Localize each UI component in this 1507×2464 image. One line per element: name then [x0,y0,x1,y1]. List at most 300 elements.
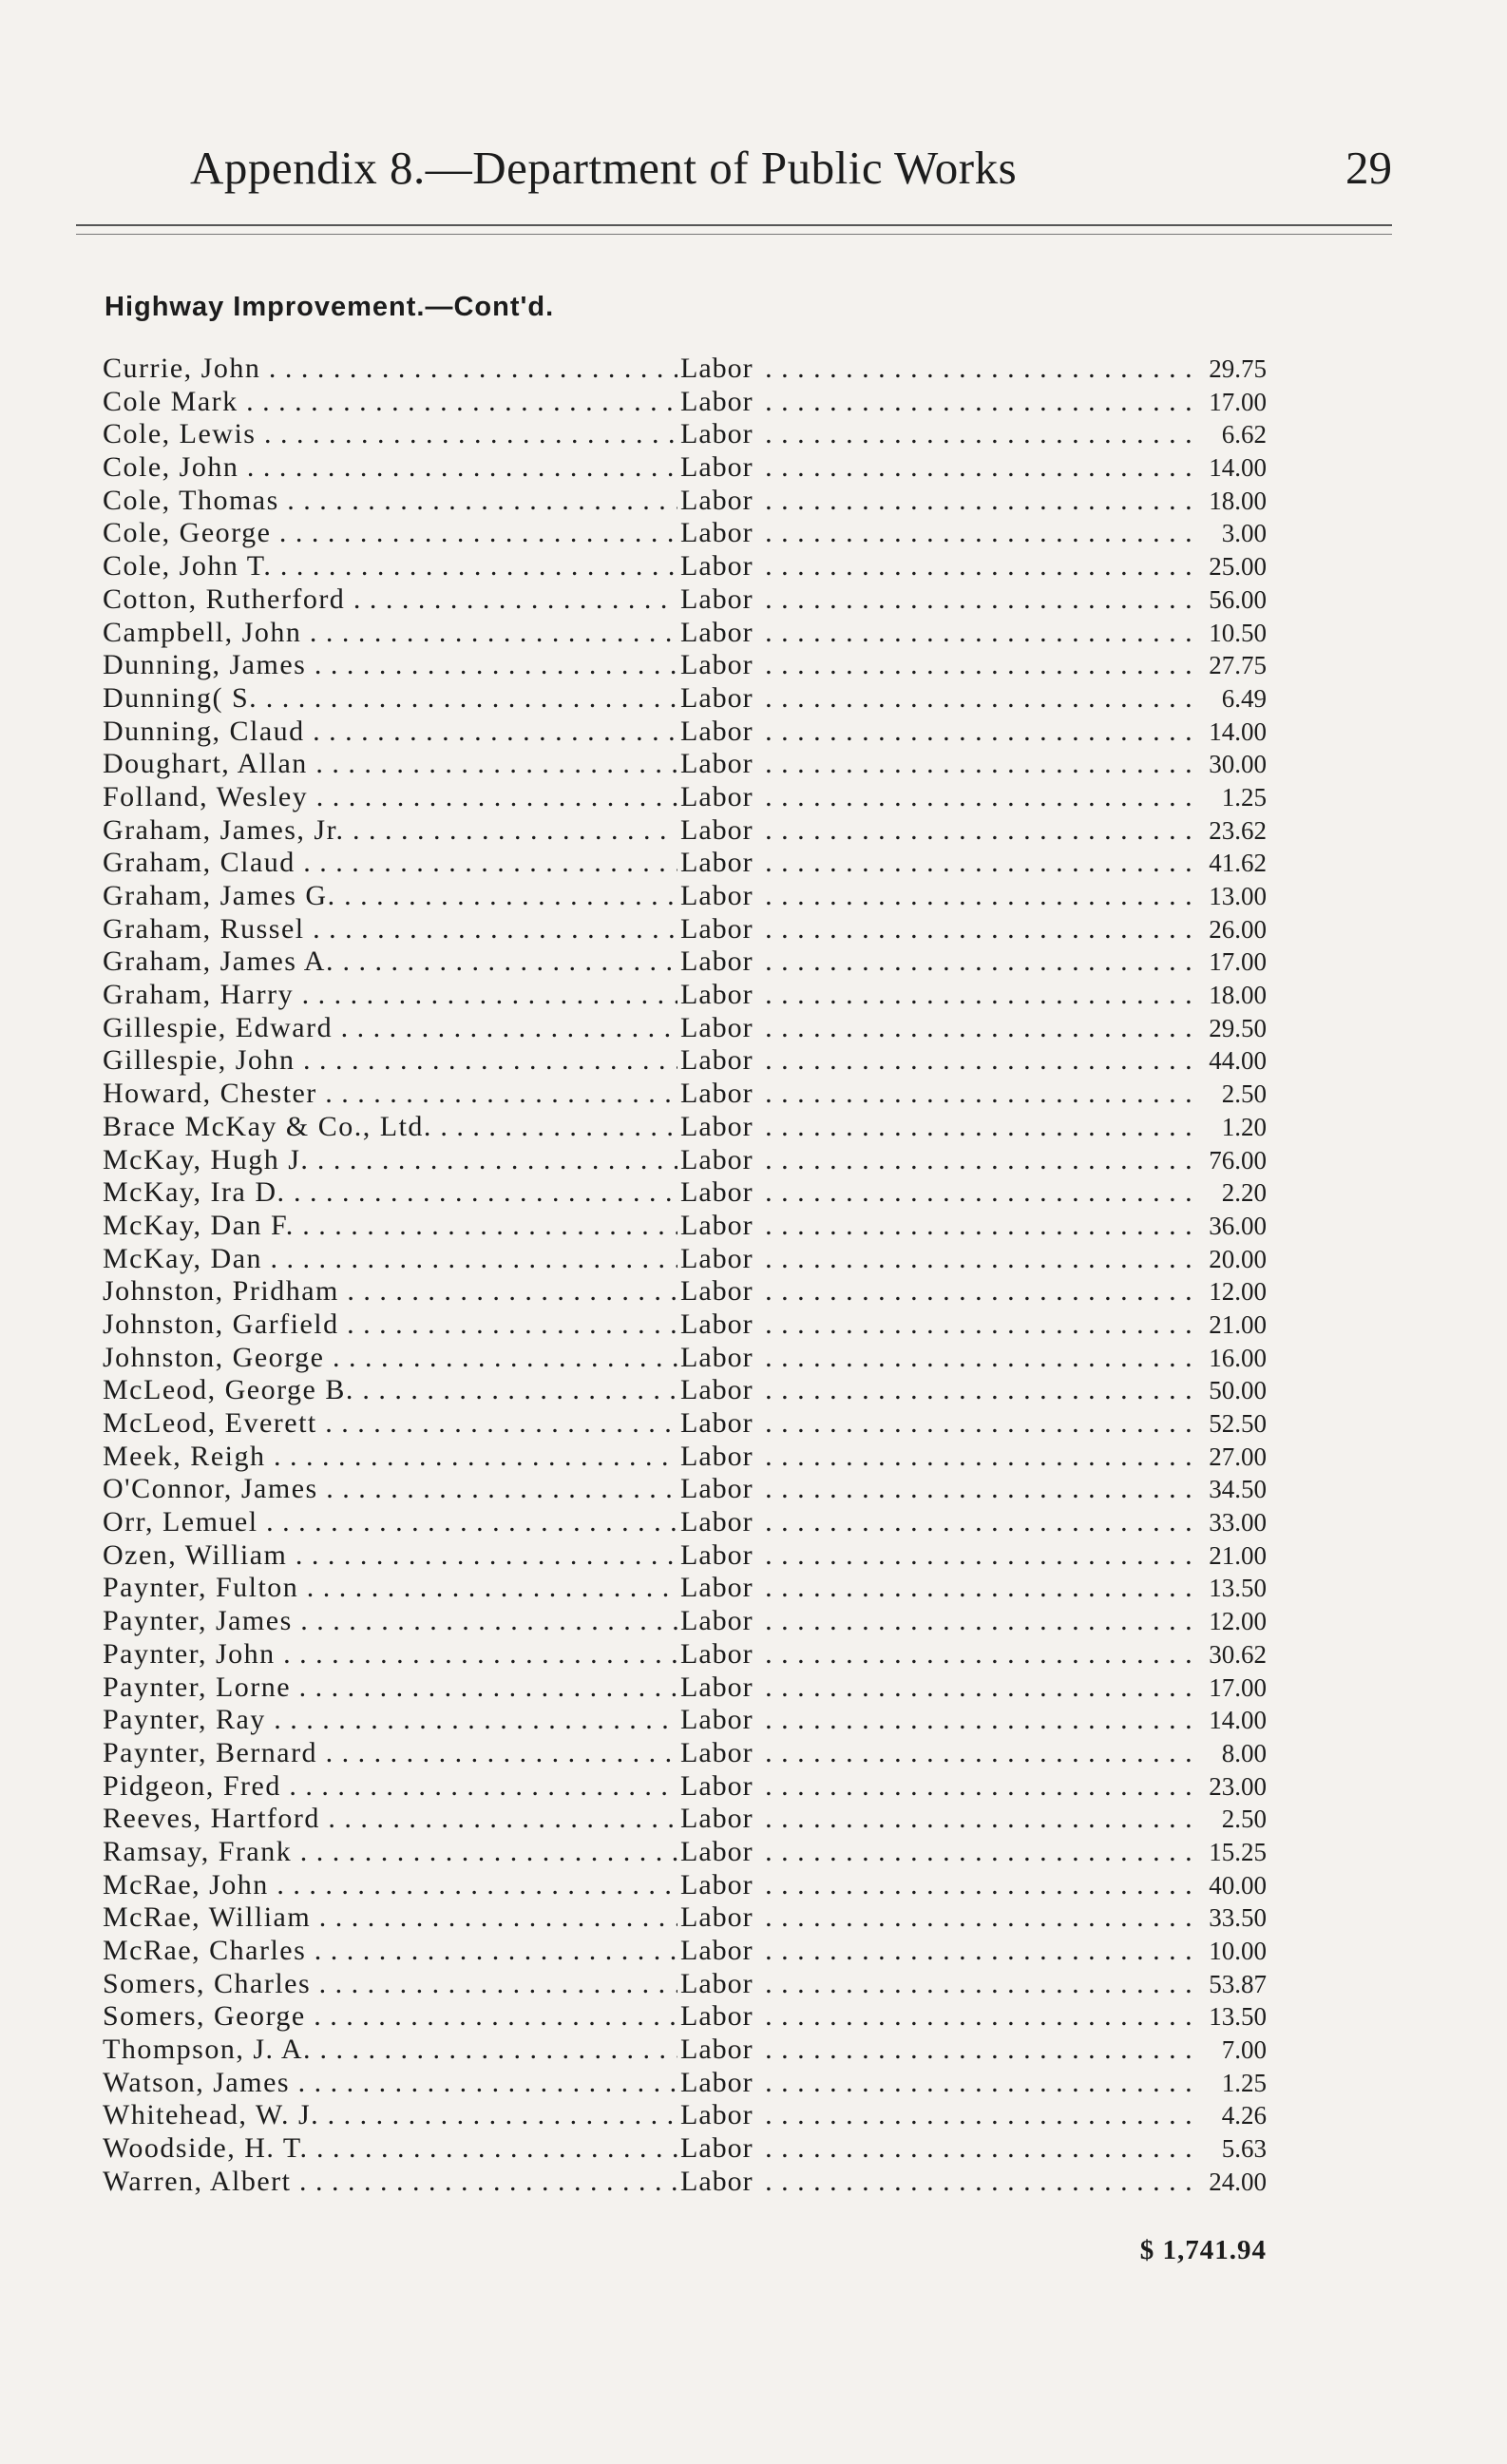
payee-name-text: Cole, George [103,517,272,549]
payee-name [103,1243,677,1276]
ledger-row [103,1737,1267,1770]
payee-name [103,748,677,781]
payee-name-text: Paynter, Lorne [103,1671,292,1703]
work-type [680,485,1198,518]
ledger-row [103,945,1267,979]
payee-name-text: Orr, Lemuel [103,1506,258,1538]
payee-name-text: Reeves, Hartford [103,1803,320,1835]
work-type [680,1968,1198,2001]
work-type [680,1012,1198,1045]
payee-name-text: Paynter, John [103,1637,276,1670]
work-type [680,1473,1198,1506]
payee-name [103,781,677,814]
payee-name-text: Woodside, H. T. [103,2132,309,2165]
payee-name [103,485,677,518]
payee-name-text: Dunning( S. [103,681,258,714]
amount: 18.00 [1209,981,1267,1010]
payee-name [103,2067,677,2100]
payee-name-text: Campbell, John [103,616,302,648]
amount: 17.00 [1209,1672,1267,1702]
amount: 12.00 [1209,1607,1267,1636]
payee-name [103,1539,677,1573]
amount: 5.63 [1221,2134,1267,2164]
amount: 1.20 [1221,1112,1267,1141]
payee-name [103,880,677,913]
payee-name-text: McKay, Dan [103,1242,263,1274]
payee-name [103,1968,677,2001]
work-type [680,550,1198,583]
amount: 29.75 [1209,354,1267,383]
payee-name-text: Meek, Reigh [103,1440,266,1472]
work-type [680,716,1198,749]
amount: 52.50 [1209,1409,1267,1438]
ledger-row [103,1275,1267,1308]
payee-name-text: Paynter, James [103,1605,293,1637]
ledger-row [103,1044,1267,1078]
payee-name-text: Cole, Lewis [103,418,257,450]
ledger-row [103,1968,1267,2001]
amount: 14.00 [1209,716,1267,746]
work-type [680,353,1198,386]
payee-name-text: Johnston, Pridham [103,1275,339,1308]
work-type-text: Labor [680,550,754,583]
work-type-text: Labor [680,813,754,846]
work-type-text: Labor [680,1868,754,1901]
payee-name [103,847,677,880]
payee-name [103,1407,677,1441]
amount: 12.00 [1209,1277,1267,1307]
amount: 2.50 [1221,1079,1267,1109]
ledger-row [103,1144,1267,1177]
payee-name-text: Ozen, William [103,1538,288,1571]
work-type [680,1803,1198,1836]
ledger-row [103,1638,1267,1671]
payee-name-text: McRae, William [103,1901,312,1934]
work-type [680,517,1198,550]
header-rule-thin [76,234,1392,235]
work-type-text: Labor [680,616,754,648]
payee-name-text: McKay, Dan F. [103,1209,295,1241]
page-header [190,141,1392,207]
payee-name-text: McRae, Charles [103,1935,307,1966]
payee-name-text: McKay, Ira D. [103,1176,286,1209]
work-type [680,2132,1198,2166]
payee-name [103,517,677,550]
work-type [680,1671,1198,1705]
ledger-row [103,1704,1267,1737]
payee-name-text: O'Connor, James [103,1473,318,1505]
amount: 1.25 [1221,2068,1267,2097]
payee-name [103,617,677,650]
work-type-text: Labor [680,2165,754,2197]
page-number: 29 [1345,142,1392,194]
payee-name-text: Johnston, George [103,1341,325,1373]
ledger-row [103,880,1267,913]
work-type-text: Labor [680,912,754,945]
amount: 7.00 [1221,2035,1267,2065]
payee-name [103,2132,677,2166]
work-type [680,2166,1198,2199]
payee-name [103,979,677,1012]
work-type [680,1506,1198,1539]
payee-name [103,1176,677,1210]
payee-name-text: Graham, James, Jr. [103,813,345,846]
work-type [680,583,1198,617]
payee-name-text: Howard, Chester [103,1078,317,1110]
ledger-row [103,1473,1267,1506]
work-type [680,1704,1198,1737]
work-type [680,1539,1198,1573]
work-type [680,1210,1198,1243]
payee-name [103,2034,677,2067]
payee-name-text: Somers, George [103,2000,306,2033]
payee-name-text: Graham, James A. [103,945,334,978]
work-type-text: Labor [680,1176,754,1209]
payee-name-text: Gillespie, John [103,1044,296,1077]
payee-name-text: Currie, John [103,353,261,384]
payee-name-text: McRae, John [103,1868,269,1901]
payee-name [103,1144,677,1177]
payee-name [103,1078,677,1111]
work-type-text: Labor [680,1901,754,1934]
ledger-row [103,847,1267,880]
payee-name [103,682,677,716]
payee-name-text: McLeod, Everett [103,1407,317,1439]
work-type-text: Labor [680,780,754,812]
payee-name [103,1012,677,1045]
payee-name [103,1308,677,1342]
amount: 23.00 [1209,1771,1267,1801]
work-type-text: Labor [680,1637,754,1670]
work-type-text: Labor [680,1704,754,1736]
work-type-text: Labor [680,583,754,615]
amount: 40.00 [1209,1870,1267,1900]
ledger-row [103,716,1267,749]
ledger-row [103,451,1267,485]
payee-name [103,1605,677,1638]
ledger-row [103,1308,1267,1342]
payee-name [103,2000,677,2034]
work-type-text: Labor [680,2132,754,2165]
work-type-text: Labor [680,1275,754,1308]
work-type [680,1605,1198,1638]
payee-name [103,583,677,617]
ledger-row [103,1539,1267,1573]
work-type-text: Labor [680,1341,754,1373]
amount: 41.62 [1209,849,1267,878]
work-type-text: Labor [680,1769,754,1802]
payee-name [103,913,677,946]
work-type-text: Labor [680,1736,754,1768]
amount: 17.00 [1209,947,1267,977]
ledger-row [103,485,1267,518]
work-type [680,1935,1198,1968]
ledger-row [103,748,1267,781]
work-type-text: Labor [680,353,754,384]
work-type-text: Labor [680,1803,754,1835]
amount: 13.50 [1209,2002,1267,2032]
work-type-text: Labor [680,979,754,1011]
work-type [680,880,1198,913]
section-heading: Highway Improvement.—Cont'd. [105,292,555,322]
ledger-row [103,1901,1267,1935]
work-type-text: Labor [680,1143,754,1175]
ledger-list [103,353,1267,2199]
work-type [680,1308,1198,1342]
work-type [680,418,1198,451]
payee-name-text: Cole Mark [103,385,238,417]
work-type-text: Labor [680,1209,754,1241]
ledger-row [103,2067,1267,2100]
work-type [680,1441,1198,1474]
work-type-text: Labor [680,418,754,450]
ledger-row [103,583,1267,617]
payee-name [103,1572,677,1605]
ledger-row [103,1012,1267,1045]
ledger-row [103,353,1267,386]
amount: 33.00 [1209,1508,1267,1538]
header-rule [76,224,1392,226]
work-type-text: Labor [680,1572,754,1604]
work-type-text: Labor [680,1506,754,1538]
payee-name-text: McKay, Hugh J. [103,1143,310,1175]
payee-name-text: Paynter, Fulton [103,1572,299,1604]
work-type-text: Labor [680,1440,754,1472]
payee-name-text: Cole, John T. [103,550,273,583]
amount: 33.50 [1209,1903,1267,1933]
ledger-row [103,2166,1267,2199]
amount: 53.87 [1209,1969,1267,1998]
payee-name [103,945,677,979]
payee-name [103,1935,677,1968]
payee-name-text: Whitehead, W. J. [103,2099,320,2131]
payee-name-text: Cole, John [103,451,239,484]
payee-name-text: Paynter, Bernard [103,1736,318,1768]
amount: 2.50 [1221,1805,1267,1834]
amount: 34.50 [1209,1475,1267,1504]
work-type-text: Labor [680,1242,754,1274]
amount: 56.00 [1209,584,1267,614]
ledger-row [103,2132,1267,2166]
payee-name-text: McLeod, George B. [103,1374,354,1406]
ledger-row [103,1441,1267,1474]
work-type-text: Labor [680,484,754,516]
work-type-text: Labor [680,1308,754,1340]
work-type [680,1407,1198,1441]
payee-name-text: Graham, Claud [103,847,296,879]
payee-name-text: Cotton, Rutherford [103,583,346,615]
payee-name-text: Thompson, J. A. [103,2034,313,2066]
ledger-row [103,550,1267,583]
amount: 15.25 [1209,1837,1267,1866]
work-type [680,1176,1198,1210]
payee-name-text: Graham, James G. [103,880,336,911]
work-type [680,913,1198,946]
payee-name [103,1803,677,1836]
payee-name-text: Johnston, Garfield [103,1308,339,1340]
payee-name [103,550,677,583]
payee-name [103,1441,677,1474]
payee-name-text: Dunning, James [103,649,307,681]
amount: 44.00 [1209,1046,1267,1076]
work-type-text: Labor [680,2066,754,2098]
payee-name-text: Pidgeon, Fred [103,1769,281,1802]
work-type-text: Labor [680,1374,754,1406]
work-type [680,2067,1198,2100]
payee-name [103,1901,677,1935]
work-type [680,2099,1198,2132]
work-type [680,1144,1198,1177]
amount: 25.00 [1209,552,1267,582]
amount: 23.62 [1209,815,1267,845]
work-type [680,748,1198,781]
work-type [680,649,1198,682]
ledger-row [103,418,1267,451]
work-type-text: Labor [680,1044,754,1077]
amount: 14.00 [1209,453,1267,483]
amount: 26.00 [1209,914,1267,944]
payee-name [103,1044,677,1078]
ledger-row [103,1671,1267,1705]
payee-name [103,649,677,682]
amount: 10.50 [1209,618,1267,647]
work-type-text: Labor [680,945,754,978]
payee-name-text: Gillespie, Edward [103,1011,334,1043]
work-type-text: Labor [680,1078,754,1110]
work-type [680,781,1198,814]
amount: 1.25 [1221,782,1267,812]
ledger-row [103,1243,1267,1276]
payee-name [103,1210,677,1243]
amount: 27.00 [1209,1442,1267,1471]
payee-name-text: Doughart, Allan [103,748,308,780]
amount: 30.62 [1209,1639,1267,1669]
amount: 21.00 [1209,1309,1267,1339]
ledger-row [103,1605,1267,1638]
work-type-text: Labor [680,1671,754,1703]
payee-name [103,353,677,386]
amount: 36.00 [1209,1211,1267,1240]
payee-name [103,1704,677,1737]
payee-name-text: Warren, Albert [103,2165,292,2197]
work-type-text: Labor [680,517,754,549]
payee-name [103,386,677,419]
amount: 16.00 [1209,1343,1267,1372]
work-type [680,1572,1198,1605]
payee-name [103,451,677,485]
payee-name [103,1111,677,1144]
payee-name [103,1506,677,1539]
work-type [680,682,1198,716]
work-type [680,2034,1198,2067]
payee-name-text: Graham, Russel [103,912,305,945]
work-type-text: Labor [680,385,754,417]
payee-name-text: Cole, Thomas [103,484,279,516]
amount: 30.00 [1209,750,1267,779]
work-type-text: Labor [680,451,754,484]
payee-name [103,418,677,451]
ledger-row [103,1210,1267,1243]
work-type [680,1770,1198,1804]
work-type [680,1044,1198,1078]
work-type [680,1869,1198,1902]
work-type [680,979,1198,1012]
work-type [680,847,1198,880]
ledger-row [103,1935,1267,1968]
work-type [680,1638,1198,1671]
ledger-row [103,1836,1267,1869]
ledger-row [103,913,1267,946]
ledger-row [103,1770,1267,1804]
work-type-text: Labor [680,847,754,879]
payee-name [103,1671,677,1705]
payee-name [103,1836,677,1869]
work-type-text: Labor [680,1473,754,1505]
ledger-row [103,1078,1267,1111]
work-type-text: Labor [680,1935,754,1966]
ledger-row [103,1407,1267,1441]
work-type [680,1374,1198,1407]
ledger-row [103,781,1267,814]
amount: 2.20 [1221,1178,1267,1208]
ledger-row [103,2000,1267,2034]
amount: 50.00 [1209,1376,1267,1405]
payee-name [103,1342,677,1375]
payee-name [103,1275,677,1308]
payee-name [103,1869,677,1902]
ledger-row [103,1803,1267,1836]
ledger-row [103,979,1267,1012]
amount: 21.00 [1209,1540,1267,1570]
ledger-row [103,617,1267,650]
amount: 24.00 [1209,2167,1267,2196]
ledger-row [103,386,1267,419]
work-type-text: Labor [680,681,754,714]
ledger-row [103,1506,1267,1539]
amount: 18.00 [1209,486,1267,515]
work-type [680,1737,1198,1770]
payee-name-text: Ramsay, Frank [103,1835,293,1867]
ledger-row [103,814,1267,848]
payee-name [103,1737,677,1770]
ledger-row [103,2099,1267,2132]
payee-name-text: Somers, Charles [103,1967,312,1999]
amount: 3.00 [1221,519,1267,548]
work-type-text: Labor [680,2000,754,2033]
work-type-text: Labor [680,1835,754,1867]
payee-name-text: Paynter, Ray [103,1704,266,1736]
payee-name-text: Folland, Wesley [103,780,309,812]
work-type-text: Labor [680,649,754,681]
payee-name [103,1473,677,1506]
work-type [680,451,1198,485]
amount: 17.00 [1209,387,1267,416]
amount: 4.26 [1221,2101,1267,2130]
work-type [680,1078,1198,1111]
page-title: Appendix 8.—Department of Public Works [190,142,1018,194]
work-type-text: Labor [680,1407,754,1439]
ledger-row [103,2034,1267,2067]
ledger-row [103,1869,1267,1902]
ledger-row [103,682,1267,716]
ledger-row [103,1374,1267,1407]
payee-name [103,814,677,848]
work-type-text: Labor [680,1967,754,1999]
work-type-text: Labor [680,1538,754,1571]
total-amount: $ 1,741.94 [1139,2235,1267,2265]
payee-name [103,1374,677,1407]
work-type [680,1243,1198,1276]
